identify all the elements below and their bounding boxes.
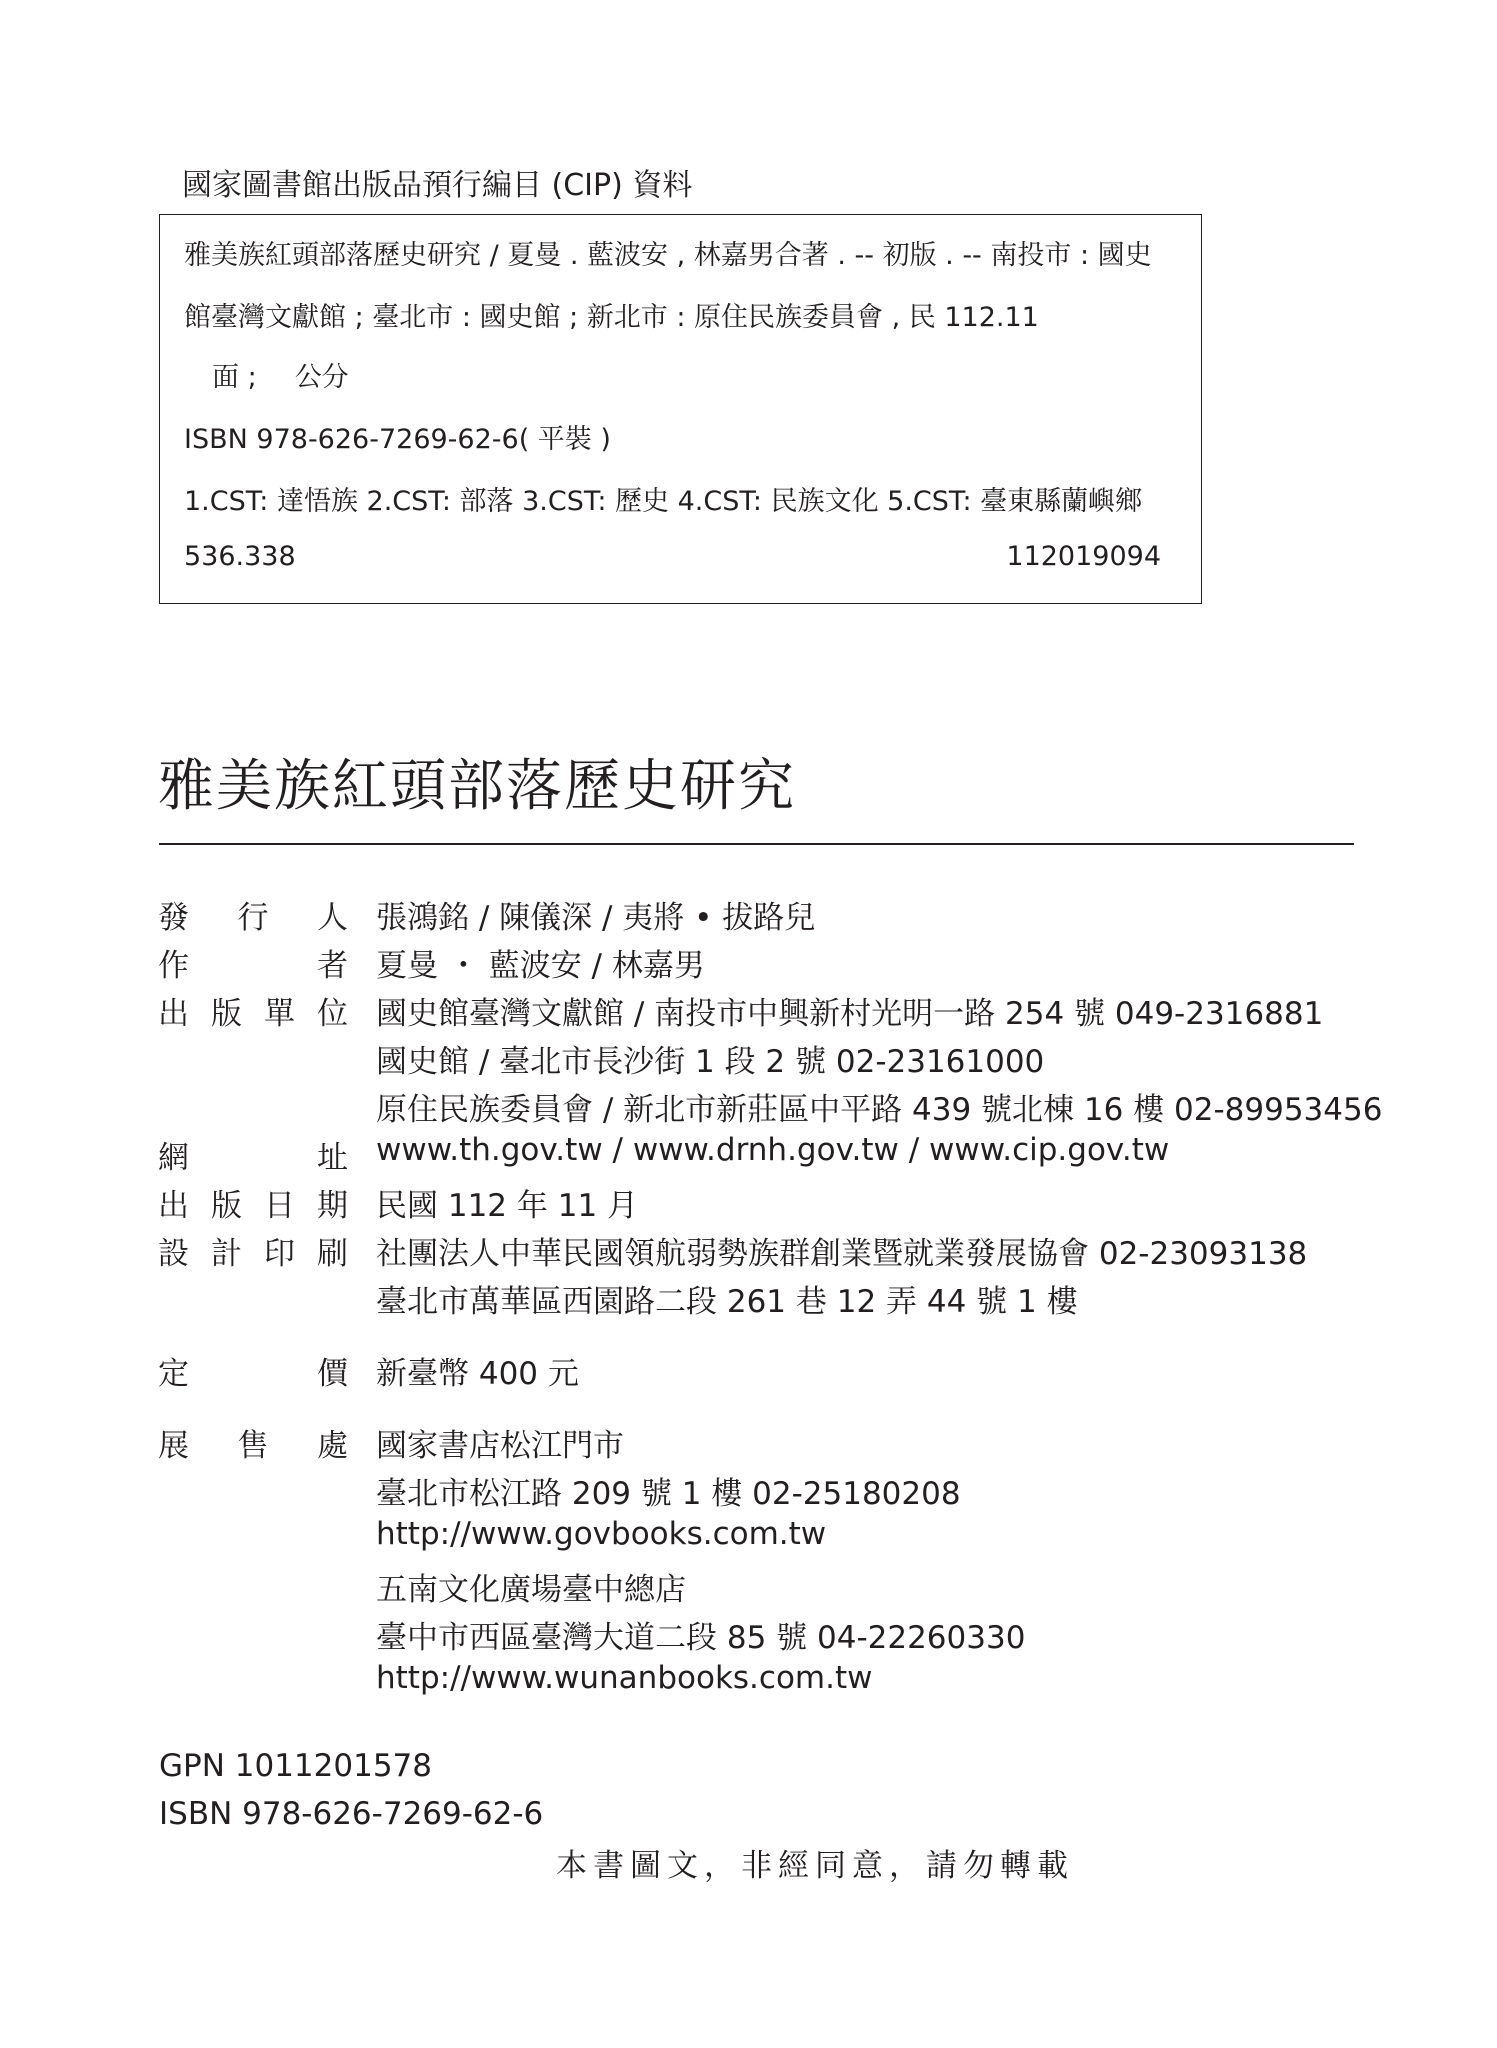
publishing-unit-2: 國史館 / 臺北市長沙街 1 段 2 號 02-23161000	[376, 1044, 1045, 1080]
cip-publisher-line: 館臺灣文獻館 ; 臺北市 : 國史館 ; 新北市 : 原住民族委員會 , 民 112.11	[184, 302, 1039, 333]
gpn-number: GPN 1011201578	[159, 1748, 432, 1784]
price-label: 定 價	[158, 1356, 348, 1392]
sales-url-2[interactable]: http://www.wunanbooks.com.tw	[376, 1660, 873, 1696]
cip-title-line: 雅美族紅頭部落歷史研究 / 夏曼 . 藍波安 , 林嘉男合著 . -- 初版 . -- 南投市 : 國史	[184, 240, 1152, 271]
cip-record-box	[159, 214, 1202, 604]
cip-size-label: 公分	[294, 362, 349, 393]
sales-location-2: 五南文化廣場臺中總店	[376, 1572, 686, 1608]
isbn-number: ISBN 978-626-7269-62-6	[159, 1796, 544, 1832]
publishing-unit-label: 出 版 單 位	[158, 996, 348, 1032]
publisher-value: 張鴻銘 / 陳儀深 / 夷將 • 拔路兒	[376, 900, 816, 936]
publication-date-label: 出 版 日 期	[158, 1188, 348, 1224]
title-divider	[159, 843, 1354, 845]
design-printing-label: 設 計 印 刷	[158, 1236, 348, 1272]
price-value: 新臺幣 400 元	[376, 1356, 579, 1392]
publishing-unit-3: 原住民族委員會 / 新北市新莊區中平路 439 號北棟 16 樓 02-89953456	[376, 1092, 1383, 1128]
sales-address-2: 臺中市西區臺灣大道二段 85 號 04-22260330	[376, 1620, 1026, 1656]
cip-isbn-line: ISBN 978-626-7269-62-6( 平裝 )	[184, 424, 611, 455]
website-value: www.th.gov.tw / www.drnh.gov.tw / www.cip.gov.tw	[376, 1132, 1170, 1168]
sales-address-1: 臺北市松江路 209 號 1 樓 02-25180208	[376, 1476, 961, 1512]
cip-pages-label: 面 ;	[212, 362, 257, 393]
cip-record-number: 112019094	[1006, 541, 1161, 572]
author-label: 作 者	[158, 948, 348, 984]
cip-class-number: 536.338	[184, 541, 296, 572]
publisher-label: 發 行 人	[158, 900, 348, 936]
cip-pages-line	[212, 355, 349, 394]
book-title: 雅美族紅頭部落歷史研究	[158, 754, 796, 819]
author-value: 夏曼 ・ 藍波安 / 林嘉男	[376, 948, 705, 984]
publication-date-value: 民國 112 年 11 月	[376, 1188, 639, 1224]
design-printing-1: 社團法人中華民國領航弱勢族群創業暨就業發展協會 02-23093138	[376, 1236, 1308, 1272]
website-label: 網 址	[158, 1140, 348, 1176]
sales-label: 展 售 處	[158, 1428, 348, 1464]
publishing-unit-1: 國史館臺灣文獻館 / 南投市中興新村光明一路 254 號 049-2316881	[376, 996, 1324, 1032]
sales-url-1[interactable]: http://www.govbooks.com.tw	[376, 1516, 827, 1552]
cip-heading: 國家圖書館出版品預行編目 (CIP) 資料	[182, 168, 693, 203]
design-printing-2: 臺北市萬華區西園路二段 261 巷 12 弄 44 號 1 樓	[376, 1284, 1078, 1320]
cip-subjects-line: 1.CST: 達悟族 2.CST: 部落 3.CST: 歷史 4.CST: 民族文化 5.CST: 臺東縣蘭嶼鄉	[184, 486, 1143, 517]
sales-location-1: 國家書店松江門市	[376, 1428, 624, 1464]
copyright-note: 本書圖文，非經同意，請勿轉載	[556, 1848, 1074, 1884]
